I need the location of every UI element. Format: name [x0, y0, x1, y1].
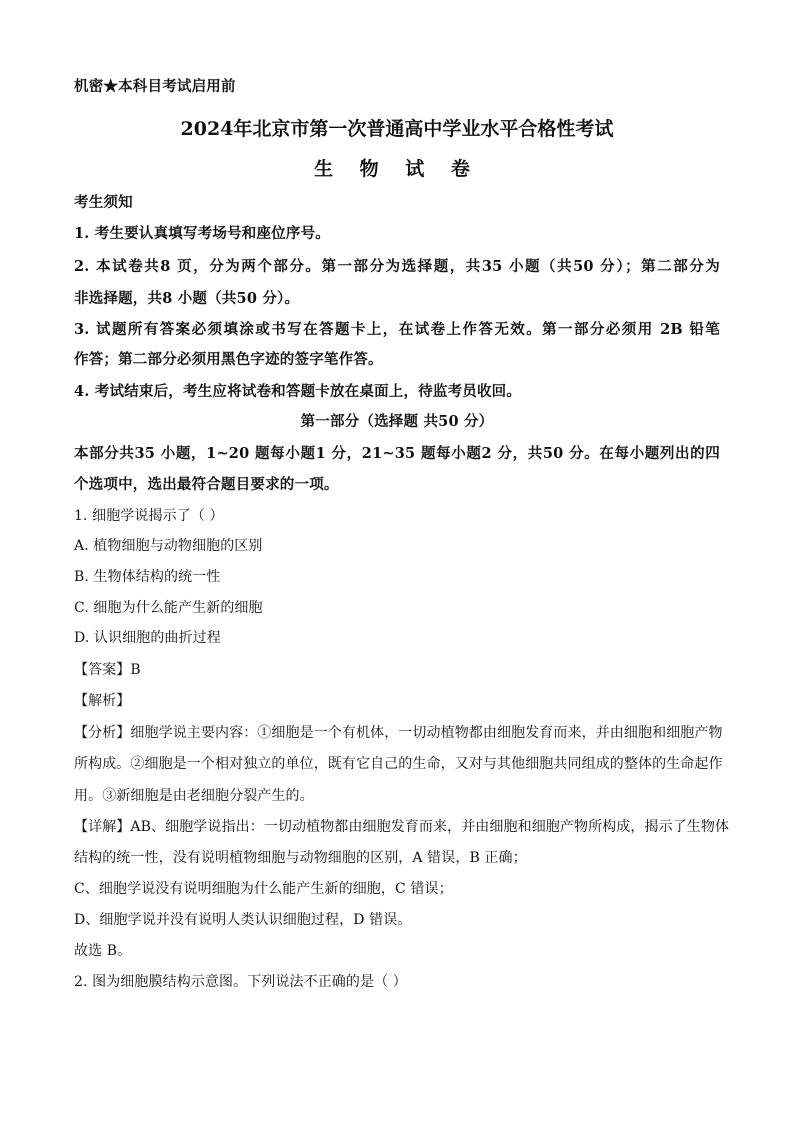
question-stem: 2. 图为细胞膜结构示意图。下列说法不正确的是（ ） [74, 974, 407, 990]
question-stem: 1. 细胞学说揭示了（ ） [74, 508, 224, 524]
detail-line: C、细胞学说没有说明细胞为什么能产生新的细胞，C 错误； [74, 881, 453, 897]
section-intro-line: 本部分共35 小题，1~20 题每小题1 分，21~35 题每小题2 分，共50 分。在每小题列出的四 [74, 445, 720, 462]
section-heading: 第一部分（选择题 共50 分） [300, 413, 494, 430]
question-option: A. 植物细胞与动物细胞的区别 [74, 538, 263, 554]
detail-line: D、细胞学说并没有说明人类认识细胞过程，D 错误。 [74, 912, 412, 928]
confidential-label: 机密★本科目考试启用前 [74, 78, 236, 95]
notice-line: 2. 本试卷共8 页，分为两个部分。第一部分为选择题，共35 小题（共50 分）；第二部分为 [74, 258, 720, 275]
question-option: B. 生物体结构的统一性 [74, 569, 221, 585]
question-option: D. 认识细胞的曲折过程 [74, 630, 221, 646]
detail-line: 【详解】AB、细胞学说指出：一切动植物都由细胞发育而来，并由细胞和细胞产物所构成，揭示了生物体 [74, 819, 730, 835]
notice-line: 非选择题，共8 小题（共50 分）。 [74, 290, 300, 307]
notice-line: 1. 考生要认真填写考场号和座位序号。 [74, 225, 330, 242]
analysis-line: 所构成。②细胞是一个相对独立的单位，既有它自己的生命，又对与其他细胞共同组成的整体的生命起作 [74, 756, 723, 772]
detail-line: 故选 B。 [74, 943, 132, 959]
section-intro-line: 个选项中，选出最符合题目要求的一项。 [74, 476, 339, 493]
analysis-line: 用。③新细胞是由老细胞分裂产生的。 [74, 788, 314, 804]
subject-title: 生 物 试 卷 [314, 158, 480, 180]
notice-line: 作答；第二部分必须用黑色字迹的签字笔作答。 [74, 351, 383, 368]
answer-label: 【答案】B [74, 662, 141, 678]
notice-line: 3. 试题所有答案必须填涂或书写在答题卡上，在试卷上作答无效。第一部分必须用 2B 铅笔 [74, 321, 720, 338]
question-option: C. 细胞为什么能产生新的细胞 [74, 600, 263, 616]
detail-line: 结构的统一性，没有说明植物细胞与动物细胞的区别，A 错误，B 正确； [74, 850, 527, 866]
notice-line: 4. 考试结束后，考生应将试卷和答题卡放在桌面上，待监考员收回。 [74, 383, 522, 400]
analysis-label: 【解析】 [74, 693, 131, 709]
page-title: 2024年北京市第一次普通高中学业水平合格性考试 [180, 118, 614, 140]
notice-heading: 考生须知 [74, 194, 133, 211]
analysis-line: 【分析】细胞学说主要内容：①细胞是一个有机体，一切动植物都由细胞发育而来，并由细胞和细胞产物 [74, 725, 723, 741]
